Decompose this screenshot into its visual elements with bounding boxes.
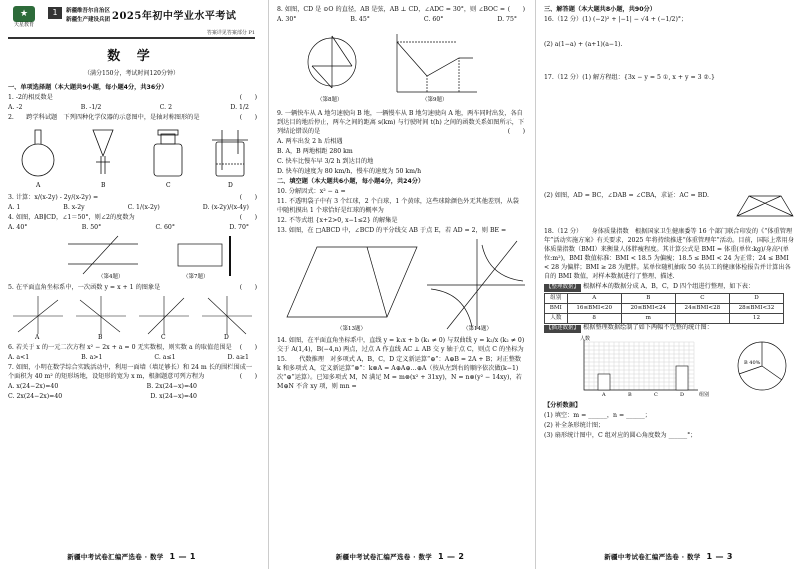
answer-reference: 答案详见答案部分 P1: [206, 30, 255, 36]
question-8: [277, 6, 525, 15]
answer-paren: ( ): [239, 113, 257, 121]
option-c: C. 1/(x-2y): [127, 203, 160, 211]
option-d: D. a≥1: [227, 353, 249, 361]
answer-paren: ( ): [239, 213, 257, 221]
option-a: A. x(24−2x)=40: [8, 382, 59, 390]
gas-washing-bottle-icon: [212, 130, 248, 176]
question-17-part-2: [544, 192, 795, 201]
question-12: 12. 不等式组 {x+2>0, x−1≤2} 的解集是: [277, 216, 398, 224]
page-number: 1 — 3: [706, 552, 733, 562]
table-row: [545, 303, 784, 313]
option-b: B. 50°: [81, 223, 102, 231]
describe-data: [544, 324, 795, 333]
figure-label-d: D: [228, 181, 233, 189]
question-8-options: [277, 16, 525, 25]
region-line-2: 新疆生产建设兵团: [66, 16, 111, 23]
figure-4-caption: （第4题）: [98, 273, 124, 280]
table-cell: [675, 313, 729, 323]
figures-13-and-14: [277, 237, 525, 333]
analysis-item-3: (3) 扇形统计图中，C 组对应的圆心角度数为 ______°；: [544, 431, 697, 439]
linear-function-graphs: [8, 294, 257, 340]
answer-paren: ( ): [239, 193, 257, 201]
question-17-part-2-text: (2) 如图，AD = BC，∠DAB = ∠CBA，求证：AC = BD.: [544, 191, 709, 199]
round-flask-icon: [22, 130, 54, 176]
publisher-logo: [6, 6, 42, 36]
bmi-table: [544, 293, 784, 324]
option-b: B. 2x(24−x)=40: [146, 382, 197, 390]
question-7-stem: 7. 如图，小明在数学综合实践活动中，利用一面墙（墙足够长）和 24 m 长的围栏围成一个面积为 40 m² 的矩形场地，设矩形的宽为 x m，根据题意可列方程为: [8, 363, 253, 380]
question-9: [277, 110, 525, 137]
describe-data-text: 根据整理数据绘制了如下两幅不完整的统计图：: [582, 323, 713, 331]
question-8-stem: 8. 如图，CD 是 ⊙O 的直径，AB 是弦，AB ⊥ CD，∠ADC = 30°，则 ∠BOC =: [277, 6, 505, 13]
bar-a: [598, 374, 610, 390]
analysis-item-1: (1) 填空：m = ______，n = ______；: [544, 411, 651, 419]
chart-x-label: 组别: [699, 391, 710, 398]
figure-9-caption: （第9题）: [422, 96, 448, 103]
page-column-1: [0, 0, 263, 569]
question-6: [8, 344, 257, 353]
section-3-heading: 三、解答题（本大题共8小题，共90分）: [544, 6, 656, 13]
question-3: [8, 194, 257, 203]
analysis-item-2: (2) 补全条形统计图；: [544, 421, 605, 429]
footer-title: 新疆中考试卷汇编严选卷 · 数学: [67, 553, 164, 562]
question-7-options-row2: [8, 393, 257, 402]
option-d: D. x(24−x)=40: [150, 392, 197, 400]
table-cell: D: [729, 293, 783, 303]
category-label: D: [680, 391, 685, 398]
answer-paren: ( ): [239, 372, 257, 380]
describe-data-label: 【描述数据】: [546, 324, 580, 331]
graph-label-d: D: [224, 333, 229, 340]
table-cell: 16≤BMI<20: [567, 303, 621, 313]
table-header-row: [545, 293, 784, 303]
bar-d: [676, 366, 688, 390]
option-a: A. a<1: [8, 353, 30, 361]
option-a: A. 两车出发 2 h 后相遇: [277, 137, 343, 145]
option-d: D. (x-2y)/(x-4y): [202, 203, 249, 211]
table-row: [545, 313, 784, 323]
option-b: B. x-2y: [63, 203, 85, 211]
column-1-questions: [8, 84, 257, 403]
question-11: 11. 不透明袋子中有 3 个红球，2 个白球，1 个黄球，这些球除颜色外无其他差别，从袋中随机摸出 1 个球恰好是红球的概率为: [277, 197, 519, 214]
table-cell: BMI: [545, 303, 568, 313]
region-block: [66, 7, 110, 25]
figure-label-a: A: [36, 181, 41, 189]
category-label: A: [602, 391, 606, 398]
question-9-stem: 9. 一辆快车从 A 地匀速驶向 B 地，一辆慢车从 B 地匀速驶向 A 地，两车同时出发，各自到达目的地后停止，两车之间的距离 s(km) 与行驶时间 t(h) 之间的函数关系如图所示，下列结论错误的是: [277, 109, 525, 135]
header-divider: [8, 37, 255, 39]
figure-13-caption: （第13题）: [337, 325, 366, 332]
question-5-stem: 5. 在平面直角坐标系中，一次函数 y = x + 1 的图象是: [8, 283, 161, 291]
option-c: C. 60°: [423, 15, 444, 23]
question-1-stem: 1. -2的相反数是: [8, 93, 53, 101]
figures-4-and-7: [8, 234, 257, 280]
analyze-data-label: 【分析数据】: [544, 401, 582, 409]
page-number: 1 — 2: [438, 552, 465, 562]
option-c: C. 60°: [155, 223, 175, 231]
question-4-options: [8, 224, 257, 233]
question-14: 14. 如图，在平面直角坐标系中，直线 y = k₁x + b (k₁ ≠ 0) 与双曲线 y = k₂/x (k₂ ≠ 0) 交于 A(1,4)，B(−4,n) 两点，过点 A 作直线 AC ⊥ AB 交 y 轴于点 C，则点 C 的坐标为: [277, 336, 525, 353]
column-2-questions: [277, 6, 525, 393]
chemistry-apparatus-figures: [8, 124, 257, 190]
question-7-options-row1: [8, 383, 257, 392]
answer-paren: ( ): [239, 93, 257, 101]
graph-label-a: A: [35, 333, 40, 340]
option-c: C. 2x(24−2x)=40: [8, 392, 63, 400]
question-4-stem: 4. 如图，AB∥CD，∠1＝50°，则∠2的度数为: [8, 213, 135, 221]
option-c: C. 2: [159, 103, 173, 111]
answer-paren: ( ): [507, 6, 525, 13]
option-a: A. -2: [8, 103, 23, 111]
category-label: C: [654, 391, 658, 398]
page-number: 1 — 1: [169, 552, 196, 562]
option-b: B. -1/2: [80, 103, 102, 111]
figure-7-caption: （第7题）: [183, 273, 209, 280]
organize-data-text: 根据样本的数据分成 A，B，C，D 四个组进行整理，如下表：: [582, 282, 755, 290]
chart-y-label: 人数: [580, 335, 591, 342]
page-footer-3: [536, 551, 800, 563]
option-c: C. 快车比慢车早 3/2 h 到达目的地: [277, 157, 374, 165]
question-10: 10. 分解因式：x² − a =: [277, 187, 346, 195]
question-6-options: [8, 354, 257, 363]
subject-title: 数 学: [107, 49, 156, 64]
section-2-heading: 二、填空题（本大题共6小题，每小题4分，共24分）: [277, 177, 425, 185]
answer-paren: ( ): [239, 343, 257, 351]
option-b: B. A，B 两地相距 280 km: [277, 147, 353, 155]
exam-note: （满分150分，考试时间120分钟）: [84, 70, 179, 77]
question-15-stem: 15. 代数推理 对多项式 A，B，C，D 定义新运算“⊕”：A⊕B = 2A + B；对正整数 k 和多项式 A，定义新运算“⊗”：k⊗A = A⊕A⊕…⊕A（按从左到右的顺序依次做(k−1)次“⊕”运算）。已知多项式 M，N 满足 M = m⊗(x² + 31xy)，N = n⊗(y² − 14xy)，若 M⊕N 不含 xy 项，则 mn =: [277, 355, 522, 390]
question-18: 18.（12 分） 身体质量指数 根据国家卫生健康委等 16 个部门联合印发的《“体重管理年”活动实施方案》有关要求，2025 年将持续推进“体重管理年”活动。目前，国际上常用身体质量指数（BMI）来衡量人体胖瘦程度。其计算公式是 BMI = 体重(单位:kg)/身高²(单位:m²)，BMI 数值标准：BMI < 18.5 为偏瘦；18.5 ≤ BMI < 24 为正常；24 ≤ BMI < 28 为偏胖；BMI ≥ 28 为肥胖。某单位随机抽取 50 名员工的健康体检报告并计算出各自的 BMI 数值，对样本数据进行了整理、描述.: [544, 227, 794, 280]
exam-header: [4, 4, 259, 42]
option-d: D. 快车的速度为 80 km/h，慢车的速度为 50 km/h: [277, 167, 422, 175]
question-3-options: [8, 204, 257, 213]
footer-title: 新疆中考试卷汇编严选卷 · 数学: [604, 553, 701, 562]
answer-paren: ( ): [507, 127, 525, 135]
answer-paren: ( ): [239, 283, 257, 291]
exam-title: 2025年初中学业水平考试: [112, 11, 237, 22]
question-1-options: [8, 104, 257, 113]
star-icon: ★: [13, 6, 35, 22]
page-column-3: [535, 0, 800, 569]
table-cell: 24≤BMI<28: [675, 303, 729, 313]
table-cell: m: [621, 313, 675, 323]
table-cell: 28≤BMI<32: [729, 303, 783, 313]
question-4: [8, 214, 257, 223]
option-d: D. 1/2: [230, 103, 249, 111]
option-a: A. 40°: [8, 223, 28, 231]
question-2-stem: 2. 跨学科试题 下列四种化学仪器的示意图中，是轴对称图形的是: [8, 113, 200, 121]
question-16: 16.（12 分）(1) (−2)² + |−1| − √4 + (−1/2)°；: [544, 15, 688, 23]
question-1: [8, 94, 257, 103]
option-b: B. 45°: [350, 15, 370, 23]
figure-8-caption: （第8题）: [317, 96, 343, 103]
page-footer-1: [0, 551, 263, 563]
table-cell: 组别: [545, 293, 568, 303]
section-1-heading: 一、单项选择题（本大题共9小题，每小题4分，共36分）: [8, 84, 168, 91]
table-cell: C: [675, 293, 729, 303]
question-17: 17.（12 分）(1) 解方程组：{3x − y = 5 ①, x + y = 3 ②.}: [544, 73, 715, 81]
question-16-part-2: (2) a(1−a) + (a+1)(a−1).: [544, 40, 623, 48]
graph-label-c: C: [161, 333, 166, 340]
reagent-bottle-icon: [154, 130, 182, 176]
page-column-2: [268, 0, 531, 569]
page-footer-2: [269, 551, 531, 563]
column-3-questions: [544, 6, 795, 442]
option-b: B. a>1: [81, 353, 103, 361]
answer-space: [544, 84, 795, 192]
footer-title: 新疆中考试卷汇编严选卷 · 数学: [335, 553, 433, 562]
category-label: B: [628, 391, 632, 398]
question-7: [8, 364, 257, 382]
separatory-funnel-icon: [93, 130, 113, 174]
table-cell: A: [567, 293, 621, 303]
logo-text: 天星教育: [13, 22, 34, 28]
graph-label-b: B: [98, 333, 103, 340]
question-15: [277, 356, 525, 392]
statistics-charts: [544, 334, 793, 398]
table-cell: 20≤BMI<24: [621, 303, 675, 313]
question-3-stem: 3. 计算：x/(x-2y) - 2y/(x-2y) =: [8, 193, 99, 201]
organize-data-label: 【整理数据】: [546, 283, 580, 290]
question-6-stem: 6. 若关于 x 的一元二次方程 x² − 2x + a = 0 无实数根，则实数 a 的取值范围是: [8, 343, 232, 351]
pie-label-b: B 40%: [744, 359, 761, 366]
table-cell: 8: [567, 313, 621, 323]
option-d: D. 75°: [497, 15, 517, 23]
option-a: A. 1: [8, 203, 21, 211]
quadrilateral-figure: [735, 192, 795, 218]
table-cell: B: [621, 293, 675, 303]
series-number: 1: [48, 7, 62, 19]
figure-14-caption: （第14题）: [463, 325, 492, 332]
figure-label-c: C: [166, 181, 171, 189]
question-5: [8, 284, 257, 293]
option-a: A. 30°: [277, 15, 297, 23]
organize-data: [544, 283, 795, 292]
table-cell: 人数: [545, 313, 568, 323]
region-line-1: 新疆维吾尔自治区: [66, 8, 111, 14]
figure-label-b: B: [101, 181, 106, 189]
question-2: [8, 114, 257, 123]
table-cell: 12: [729, 313, 783, 323]
question-13: 13. 如图，在 □ABCD 中，∠BCD 的平分线交 AB 于点 E，若 AD = 2，则 BE =: [277, 226, 507, 234]
pie-chart: [738, 342, 786, 390]
option-d: D. 70°: [229, 223, 249, 231]
figures-8-and-9: [277, 26, 525, 106]
option-c: C. a≤1: [154, 353, 176, 361]
